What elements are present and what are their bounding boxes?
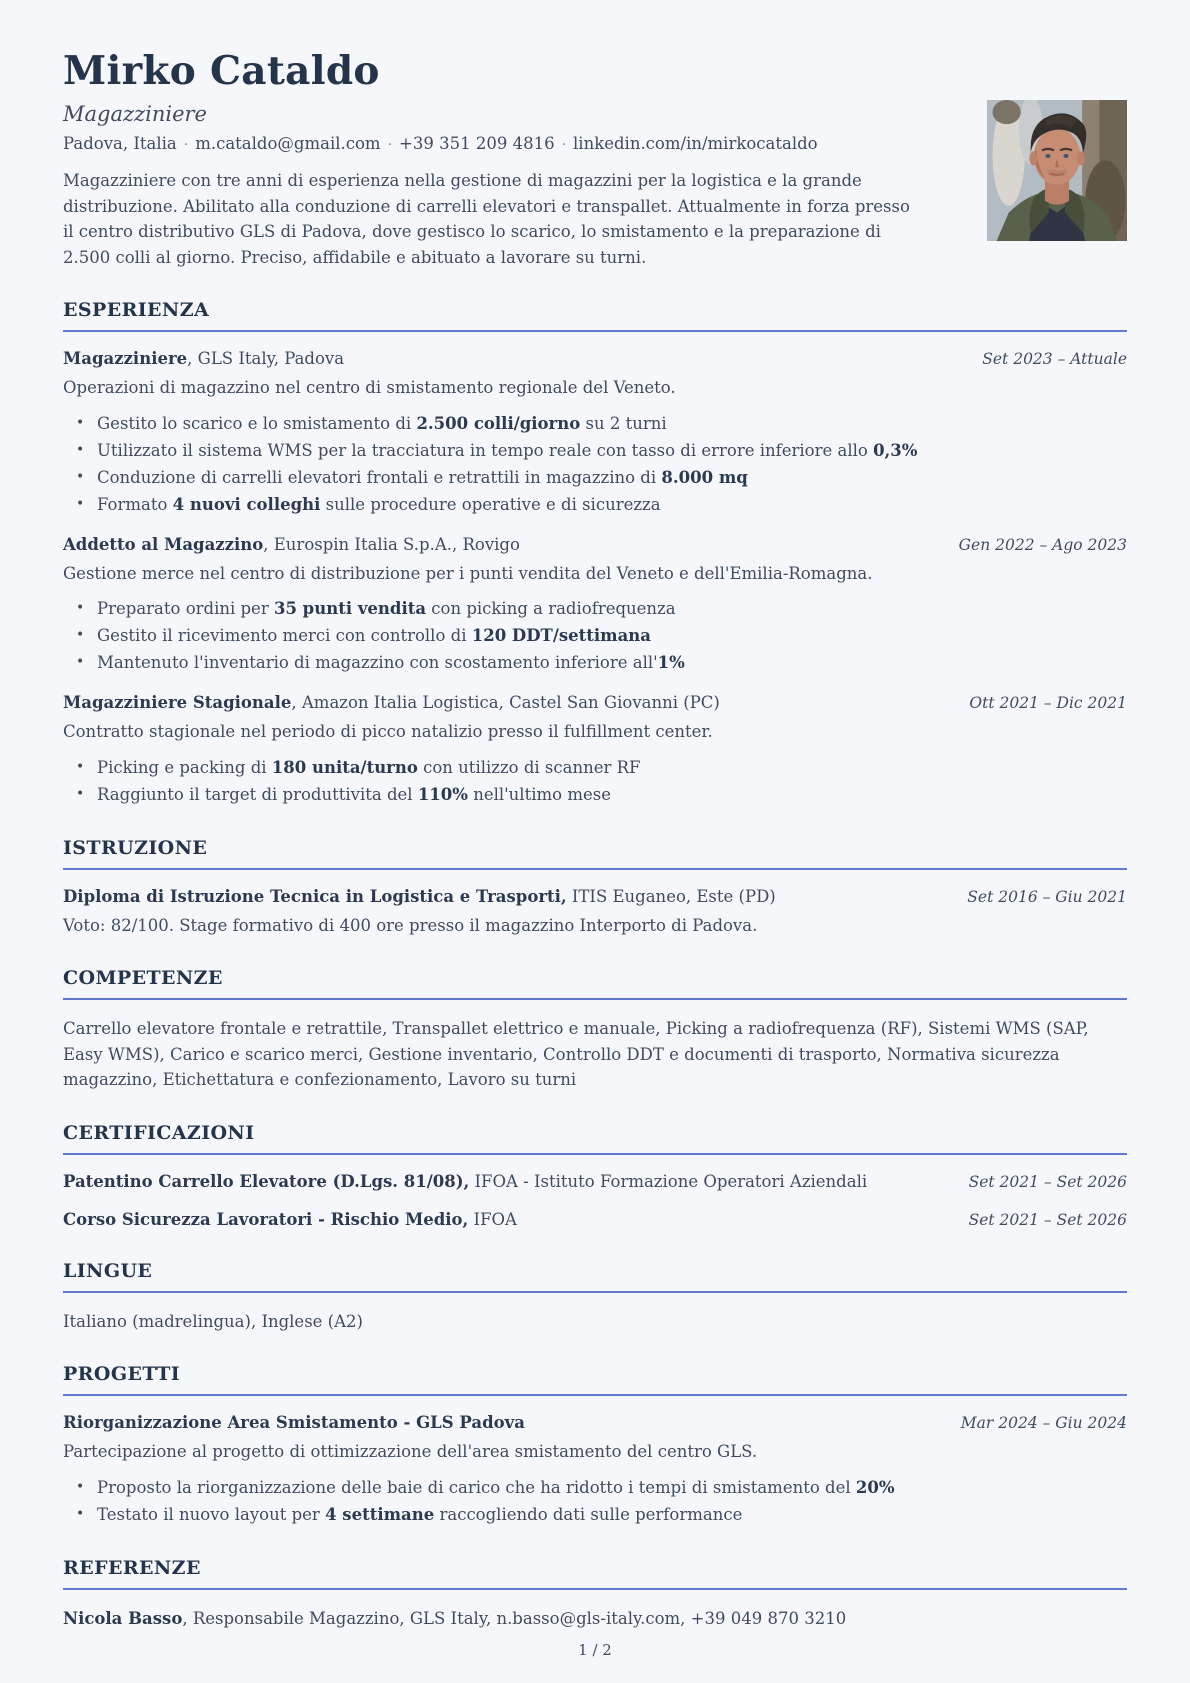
cv-entry xyxy=(63,886,1127,939)
bullet-marker: • xyxy=(76,468,85,485)
contact-item: +39 351 209 4816 xyxy=(399,134,555,154)
contact-item: m.cataldo@gmail.com xyxy=(195,134,381,154)
entry-heading: Diploma di Istruzione Tecnica in Logistica e Trasporti, ITIS Euganeo, Este (PD) xyxy=(63,886,776,906)
bullet-marker: • xyxy=(76,600,85,617)
entry-date: Set 2023 – Attuale xyxy=(982,350,1127,369)
person-name: Mirko Cataldo xyxy=(63,48,380,94)
cv-entry xyxy=(63,1171,1127,1193)
entry-head-row xyxy=(63,348,1127,370)
bullet-item xyxy=(76,410,1127,437)
section-lingue xyxy=(63,1260,1127,1335)
cv-entry xyxy=(63,1309,1127,1335)
sections-container xyxy=(63,299,1127,1631)
entry-description: Nicola Basso, Responsabile Magazzino, GLS Italy, n.basso@gls-italy.com, +39 049 870 3210 xyxy=(63,1608,847,1628)
bullet-item xyxy=(76,781,1127,808)
bullet-item xyxy=(76,464,1127,491)
section-certificazioni xyxy=(63,1122,1127,1231)
bullet-text: Preparato ordini per 35 punti vendita con picking a radiofrequenza xyxy=(97,599,676,619)
entry-heading: Addetto al Magazzino, Eurospin Italia S.p.A., Rovigo xyxy=(63,534,520,554)
entry-head-row xyxy=(63,886,1127,908)
bullet-text: Proposto la riorganizzazione delle baie di carico che ha ridotto i tempi di smistamento del 20% xyxy=(97,1477,895,1497)
entry-description: Contratto stagionale nel periodo di picco natalizio presso il fulfillment center. xyxy=(63,722,713,742)
entry-date: Set 2021 – Set 2026 xyxy=(968,1210,1127,1229)
entry-heading: Corso Sicurezza Lavoratori - Rischio Medio, IFOA xyxy=(63,1209,517,1229)
entry-date: Set 2016 – Giu 2021 xyxy=(967,887,1127,906)
bullet-text: Conduzione di carrelli elevatori frontali e retrattili in magazzino di 8.000 mq xyxy=(97,467,748,487)
section-istruzione xyxy=(63,837,1127,939)
bullet-text: Testato il nuovo layout per 4 settimane raccogliendo dati sulle performance xyxy=(97,1504,743,1524)
cv-entry xyxy=(63,692,1127,808)
bullet-marker: • xyxy=(76,441,85,458)
bullet-text: Utilizzato il sistema WMS per la tracciatura in tempo reale con tasso di errore inferiore allo 0,3% xyxy=(97,440,918,460)
contact-item: Padova, Italia xyxy=(63,134,177,154)
bullet-item xyxy=(76,754,1127,781)
entry-heading: Patentino Carrello Elevatore (D.Lgs. 81/08), IFOA - Istituto Formazione Operatori Aziendali xyxy=(63,1171,868,1191)
bullet-marker: • xyxy=(76,785,85,802)
bullet-marker: • xyxy=(76,654,85,671)
bullet-text: Gestito il ricevimento merci con controllo di 120 DDT/settimana xyxy=(97,626,651,646)
section-entries xyxy=(63,1412,1127,1528)
entry-heading: Magazziniere, GLS Italy, Padova xyxy=(63,349,345,369)
entry-description: Italiano (madrelingua), Inglese (A2) xyxy=(63,1311,363,1331)
section-entries xyxy=(63,348,1127,808)
entry-heading: Magazziniere Stagionale, Amazon Italia Logistica, Castel San Giovanni (PC) xyxy=(63,693,720,713)
bullet-text: Formato 4 nuovi colleghi sulle procedure operative e di sicurezza xyxy=(97,494,661,514)
bullet-item xyxy=(76,1501,1127,1528)
cv-entry xyxy=(63,1412,1127,1528)
entry-heading: Riorganizzazione Area Smistamento - GLS Padova xyxy=(63,1413,525,1433)
cv-entry xyxy=(63,534,1127,677)
entry-head-row xyxy=(63,1412,1127,1434)
section-title: PROGETTI xyxy=(63,1363,1127,1396)
entry-description: Carrello elevatore frontale e retrattile, Transpallet elettrico e manuale, Picking a radiofrequenza (RF), Sistemi WMS (SAP, Easy WMS), Carico e scarico merci, Gestione inventario, Controllo DDT e documenti di trasporto, Normativa sicurezza magazzino, Etichettatura e confezionamento, Lavoro su turni xyxy=(63,1019,1089,1090)
cv-entry xyxy=(63,1209,1127,1231)
bullet-marker: • xyxy=(76,1505,85,1522)
section-esperienza xyxy=(63,299,1127,808)
entry-date: Mar 2024 – Giu 2024 xyxy=(960,1414,1127,1433)
section-title: COMPETENZE xyxy=(63,967,1127,1000)
bullet-text: Raggiunto il target di produttivita del 110% nell'ultimo mese xyxy=(97,784,611,804)
bullet-text: Picking e packing di 180 unita/turno con utilizzo di scanner RF xyxy=(97,757,641,777)
resume-header xyxy=(63,48,1127,270)
bullet-text: Gestito lo scarico e lo smistamento di 2.500 colli/giorno su 2 turni xyxy=(97,413,667,433)
page-indicator: 1 / 2 xyxy=(578,1641,612,1659)
contact-separator: · xyxy=(561,137,567,154)
entry-head-row xyxy=(63,1209,1127,1231)
section-entries xyxy=(63,1309,1127,1335)
entry-bullets xyxy=(63,410,1127,518)
entry-bullets xyxy=(63,595,1127,676)
section-entries xyxy=(63,1171,1127,1231)
bullet-item xyxy=(76,1474,1127,1501)
portrait-photo-illustration xyxy=(987,100,1127,241)
section-progetti xyxy=(63,1363,1127,1528)
bullet-marker: • xyxy=(76,495,85,512)
bullet-item xyxy=(76,491,1127,518)
bullet-item xyxy=(76,622,1127,649)
contact-item: linkedin.com/in/mirkocataldo xyxy=(573,134,818,154)
entry-head-row xyxy=(63,1171,1127,1193)
section-title: CERTIFICAZIONI xyxy=(63,1122,1127,1155)
contact-separator: · xyxy=(183,137,189,154)
person-job-title: Magazziniere xyxy=(63,102,207,127)
bullet-item xyxy=(76,437,1127,464)
bullet-marker: • xyxy=(76,627,85,644)
entry-date: Ott 2021 – Dic 2021 xyxy=(969,694,1127,713)
entry-description: Operazioni di magazzino nel centro di smistamento regionale del Veneto. xyxy=(63,378,676,398)
entry-description: Partecipazione al progetto di ottimizzazione dell'area smistamento del centro GLS. xyxy=(63,1442,758,1462)
bullet-item xyxy=(76,595,1127,622)
cv-entry xyxy=(63,348,1127,518)
cv-entry xyxy=(63,1016,1127,1093)
section-entries xyxy=(63,1016,1127,1093)
bullet-marker: • xyxy=(76,414,85,431)
profile-photo xyxy=(987,100,1127,241)
section-referenze xyxy=(63,1557,1127,1632)
entry-bullets xyxy=(63,754,1127,808)
section-title: REFERENZE xyxy=(63,1557,1127,1590)
page-footer xyxy=(0,1641,1190,1659)
bullet-marker: • xyxy=(76,1478,85,1495)
entry-description: Gestione merce nel centro di distribuzione per i punti vendita del Veneto e dell'Emilia-Romagna. xyxy=(63,563,873,583)
contact-line xyxy=(63,134,1127,153)
section-entries xyxy=(63,886,1127,939)
section-title: LINGUE xyxy=(63,1260,1127,1293)
section-title: ESPERIENZA xyxy=(63,299,1127,332)
bullet-item xyxy=(76,649,1127,676)
section-competenze xyxy=(63,967,1127,1093)
entry-head-row xyxy=(63,534,1127,556)
entry-date: Gen 2022 – Ago 2023 xyxy=(958,535,1127,554)
summary-paragraph: Magazziniere con tre anni di esperienza nella gestione di magazzini per la logistica e la grande distribuzione. Abilitato alla conduzione di carrelli elevatori e transpallet. Attualmente in forza presso il centro distributivo GLS di Padova, dove gestisco lo scarico, lo smistamento e la preparazione di 2.500 colli al giorno. Preciso, affidabile e abituato a lavorare su turni. xyxy=(63,171,910,267)
contact-separator: · xyxy=(387,137,393,154)
section-entries xyxy=(63,1606,1127,1632)
entry-head-row xyxy=(63,692,1127,714)
bullet-text: Mantenuto l'inventario di magazzino con scostamento inferiore all'1% xyxy=(97,653,685,673)
entry-bullets xyxy=(63,1474,1127,1528)
cv-entry xyxy=(63,1606,1127,1632)
section-title: ISTRUZIONE xyxy=(63,837,1127,870)
bullet-marker: • xyxy=(76,758,85,775)
entry-date: Set 2021 – Set 2026 xyxy=(968,1172,1127,1191)
entry-description: Voto: 82/100. Stage formativo di 400 ore presso il magazzino Interporto di Padova. xyxy=(63,915,758,935)
